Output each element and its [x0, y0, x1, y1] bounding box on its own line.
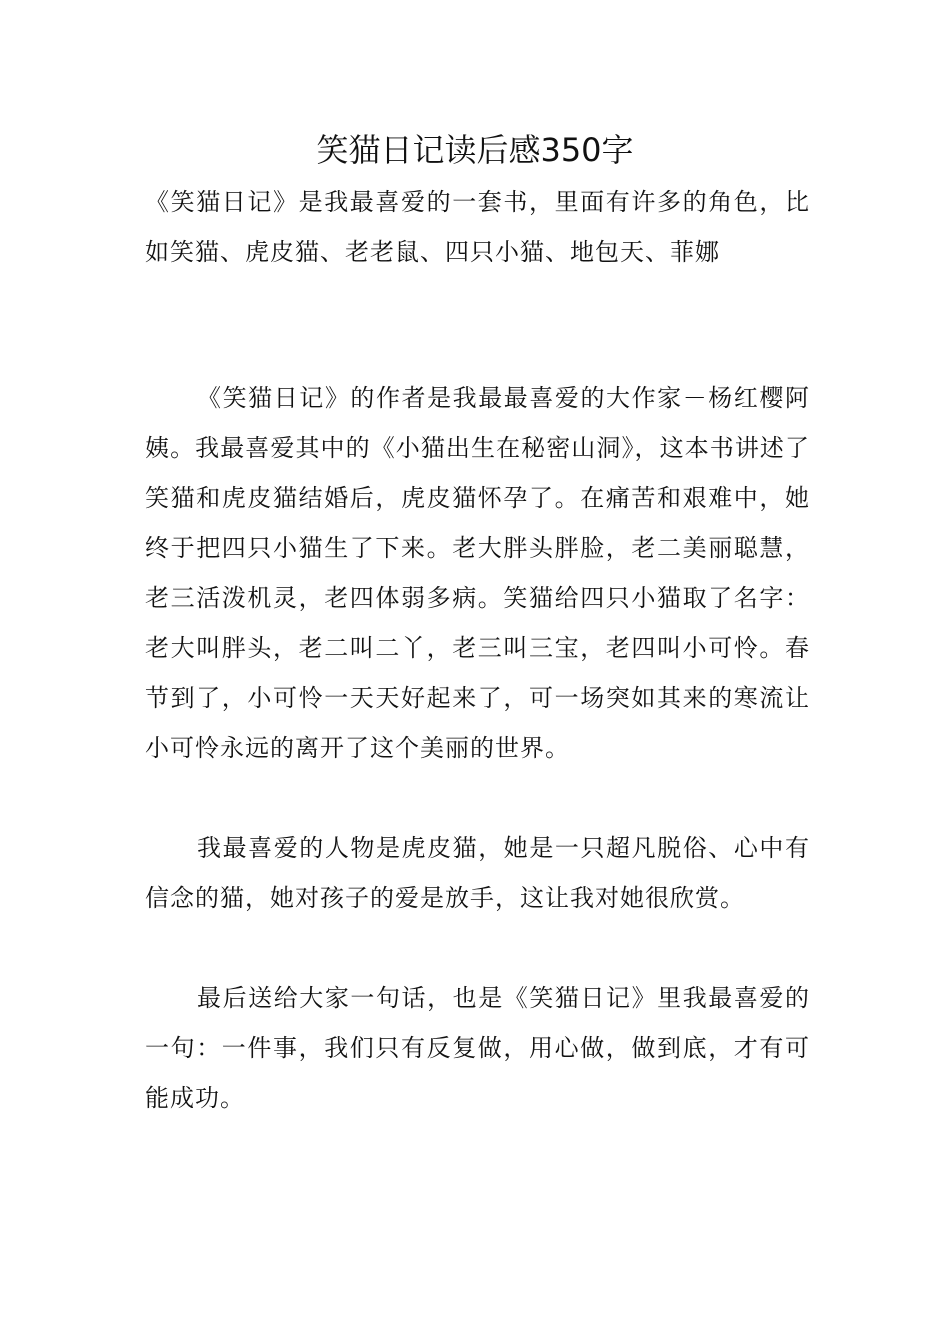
intro-block [145, 177, 810, 277]
paragraph-block-3 [145, 973, 810, 1123]
body-paragraph-3: 最后送给大家一句话，也是《笑猫日记》里我最喜爱的一句：一件事，我们只有反复做，用心做，做到底，才有可能成功。 [145, 984, 810, 1112]
document-title: 笑猫日记读后感350字 [316, 131, 634, 169]
paragraph-block-1 [145, 373, 810, 773]
body-paragraph-1: 《笑猫日记》的作者是我最最喜爱的大作家－杨红樱阿姨。我最喜爱其中的《小猫出生在秘密山洞》，这本书讲述了笑猫和虎皮猫结婚后，虎皮猫怀孕了。在痛苦和艰难中，她终于把四只小猫生了下来。老大胖头胖脸，老二美丽聪慧，老三活泼机灵，老四体弱多病。笑猫给四只小猫取了名字：老大叫胖头，老二叫二丫，老三叫三宝，老四叫小可怜。春节到了，小可怜一天天好起来了，可一场突如其来的寒流让小可怜永远的离开了这个美丽的世界。 [145, 384, 810, 762]
body-paragraph-2: 我最喜爱的人物是虎皮猫，她是一只超凡脱俗、心中有信念的猫，她对孩子的爱是放手，这让我对她很欣赏。 [145, 834, 810, 912]
intro-paragraph: 《笑猫日记》是我最喜爱的一套书，里面有许多的角色，比如笑猫、虎皮猫、老老鼠、四只小猫、地包天、菲娜 [145, 188, 810, 266]
paragraph-block-2 [145, 823, 810, 923]
